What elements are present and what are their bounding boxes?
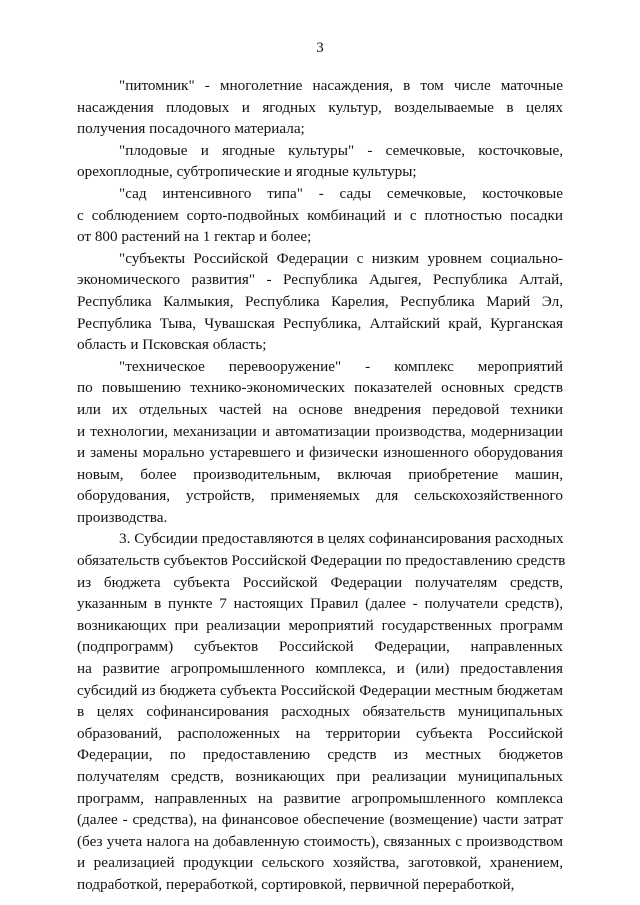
text-line: "плодовые и ягодные культуры" - семечковые, косточковые, <box>119 141 563 159</box>
text-line: новым, более производительным, включая приобретение машин, <box>77 465 563 483</box>
text-line: Федерации, по предоставлению средств из местных бюджетов <box>77 746 563 764</box>
text-line: на развитие агропромышленного комплекса, и (или) предоставления <box>77 660 563 678</box>
text-line: оборудования, устройств, применяемых для сельскохозяйственного <box>77 487 563 505</box>
text-line: экономического развития" - Республика Адыгея, Республика Алтай, <box>77 271 563 289</box>
paragraph-pitomnik <box>77 75 563 140</box>
page-number: 3 <box>316 40 324 56</box>
text-line: субсидий из бюджета субъекта Российской Федерации местным бюджетам <box>77 681 563 699</box>
text-line: от 800 растений на 1 гектар и более; <box>77 228 312 246</box>
text-line: "питомник" - многолетние насаждения, в том числе маточные <box>119 77 563 94</box>
document-body <box>77 75 566 896</box>
text-line: Республика Тыва, Чувашская Республика, Алтайский край, Курганская <box>77 314 563 332</box>
text-line: насаждения плодовых и ягодных культур, возделываемые в целях <box>77 98 563 116</box>
text-line: или их отдельных частей на основе внедрения передовой техники <box>77 400 563 418</box>
text-line: "техническое перевооружение" - комплекс мероприятий <box>119 357 563 375</box>
text-line: Республика Калмыкия, Республика Карелия, Республика Марий Эл, <box>77 292 563 310</box>
text-line: и технологии, механизации и автоматизации производства, модернизации <box>77 422 563 440</box>
paragraph-plodovye <box>77 140 563 183</box>
text-line: "сад интенсивного типа" - сады семечковые, косточковые <box>119 184 563 202</box>
text-line: программ, направленных на развитие агропромышленного комплекса <box>77 789 563 807</box>
text-line: из бюджета субъекта Российской Федерации получателям средств, <box>77 573 563 591</box>
text-line: получателям средств, возникающих при реализации муниципальных <box>77 768 563 785</box>
text-line: образований, расположенных на территории субъекта Российской <box>77 724 563 742</box>
text-line: производства. <box>77 508 168 526</box>
text-line: орехоплодные, субтропические и ягодные культуры; <box>77 163 417 181</box>
text-line: обязательств субъектов Российской Федерации по предоставлению средств <box>77 552 566 570</box>
text-line: (без учета налога на добавленную стоимость), связанных с производством <box>77 832 563 850</box>
text-line: возникающих при реализации мероприятий государственных программ <box>77 616 563 634</box>
text-line: (далее - средства), на финансовое обеспечение (возмещение) части затрат <box>77 811 563 829</box>
text-line: область и Псковская область; <box>77 336 267 354</box>
text-line: по повышению технико-экономических показателей основных средств <box>77 379 563 397</box>
text-line: и замены морально устаревшего и физически изношенного оборудования <box>77 444 563 462</box>
text-line: (подпрограмм) субъектов Российской Федерации, направленных <box>77 638 563 656</box>
paragraph-punkt3 <box>77 528 566 895</box>
paragraph-sad <box>77 183 563 248</box>
text-line: "субъекты Российской Федерации с низким уровнем социально- <box>119 249 563 267</box>
text-line: указанным в пункте 7 настоящих Правил (далее - получатели средств), <box>77 595 563 613</box>
paragraph-subekty <box>77 248 563 356</box>
text-line: и реализацией продукции сельского хозяйства, заготовкой, хранением, <box>77 854 563 872</box>
text-line: 3. Субсидии предоставляются в целях софинансирования расходных <box>119 530 564 548</box>
text-line: получения посадочного материала; <box>77 120 305 138</box>
text-line: в целях софинансирования расходных обязательств муниципальных <box>77 703 563 721</box>
text-line: с соблюдением сорто-подвойных комбинаций и с плотностью посадки <box>77 206 563 224</box>
text-line: подработкой, переработкой, сортировкой, первичной переработкой, <box>77 875 515 893</box>
paragraph-tehnicheskoe <box>77 356 563 529</box>
